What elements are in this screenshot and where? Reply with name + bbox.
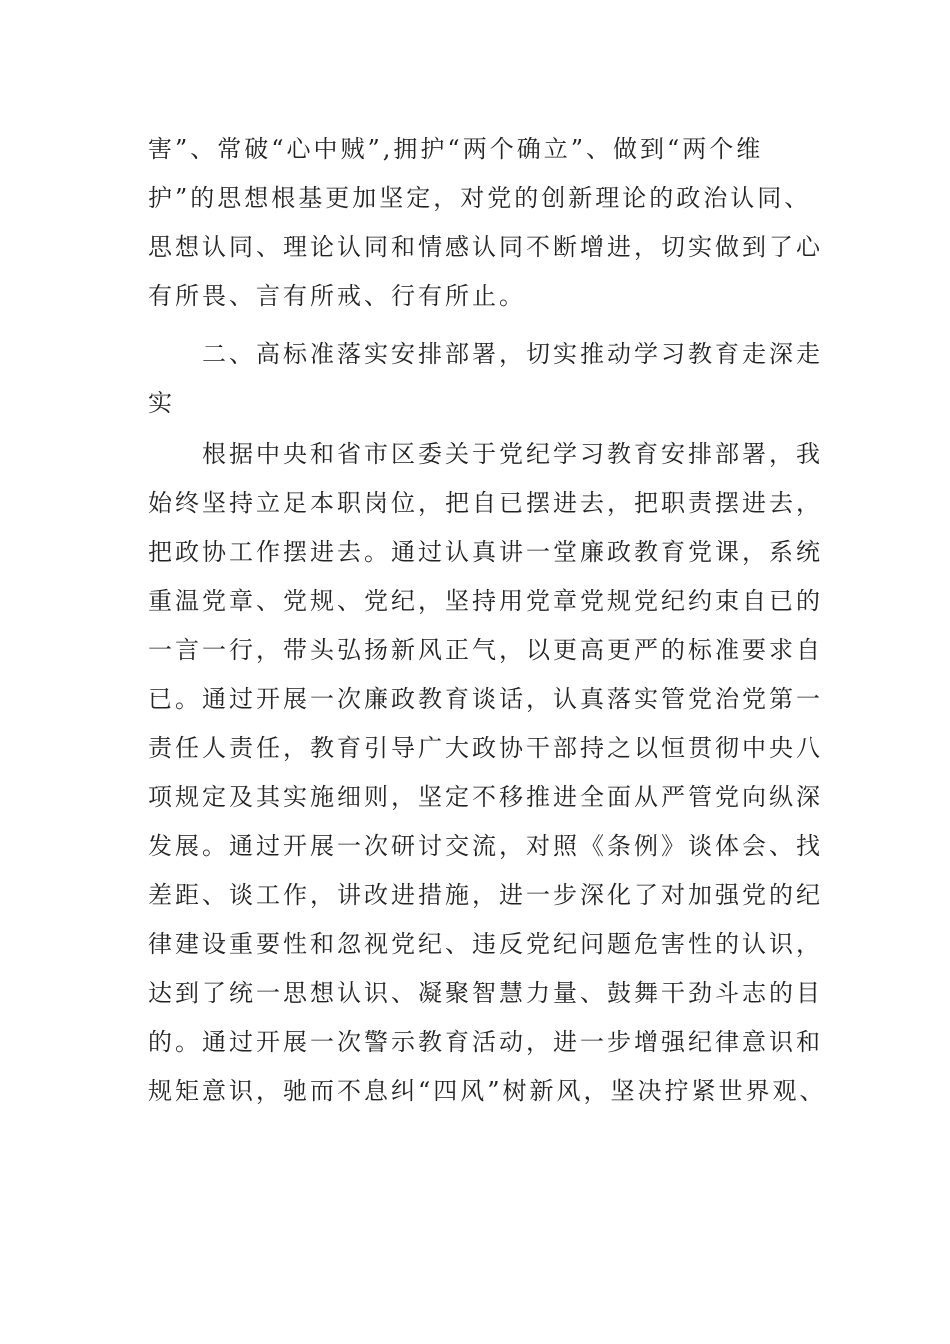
text-line: 护”的思想根基更加坚定，对党的创新理论的政治认同、 xyxy=(148,184,812,212)
text-line: 差距、谈工作，讲改进措施，进一步深化了对加强党的纪 xyxy=(148,881,823,909)
text-line: 把政协工作摆进去。通过认真讲一堂廉政教育党课，系统 xyxy=(148,538,823,566)
text-line: 规矩意识，驰而不息纠“四风”树新风，坚决拧紧世界观、 xyxy=(148,1077,827,1105)
text-line: 害”、常破“心中贼”,拥护“两个确立”、做到“两个维 xyxy=(148,135,764,163)
text-line: 项规定及其实施细则，坚定不移推进全面从严管党向纵深 xyxy=(148,783,823,811)
paragraph-body xyxy=(148,430,827,1116)
section-heading xyxy=(148,330,823,428)
text-line: 的。通过开展一次警示教育活动，进一步增强纪律意识和 xyxy=(148,1028,823,1056)
heading-line: 实 xyxy=(148,389,175,417)
text-line: 有所畏、言有所戒、行有所止。 xyxy=(148,282,526,310)
text-line: 发展。通过开展一次研讨交流，对照《条例》谈体会、找 xyxy=(148,832,823,860)
text-line: 重温党章、党规、党纪，坚持用党章党规党纪约束自已的 xyxy=(148,587,823,615)
paragraph-continuation xyxy=(148,125,823,321)
text-line: 一言一行，带头弘扬新风正气，以更高更严的标准要求自 xyxy=(148,636,823,664)
text-line: 思想认同、理论认同和情感认同不断增进，切实做到了心 xyxy=(148,233,823,261)
text-line: 律建设重要性和忽视党纪、违反党纪问题危害性的认识， xyxy=(148,930,823,958)
text-line: 根据中央和省市区委关于党纪学习教育安排部署，我 xyxy=(202,440,823,468)
heading-line: 二、高标准落实安排部署，切实推动学习教育走深走 xyxy=(202,340,823,368)
text-line: 责任人责任，教育引导广大政协干部持之以恒贯彻中央八 xyxy=(148,734,823,762)
text-line: 达到了统一思想认识、凝聚智慧力量、鼓舞干劲斗志的目 xyxy=(148,979,823,1007)
text-line: 已。通过开展一次廉政教育谈话，认真落实管党治党第一 xyxy=(148,685,823,713)
text-line: 始终坚持立足本职岗位，把自已摆进去，把职责摆进去， xyxy=(148,489,823,517)
